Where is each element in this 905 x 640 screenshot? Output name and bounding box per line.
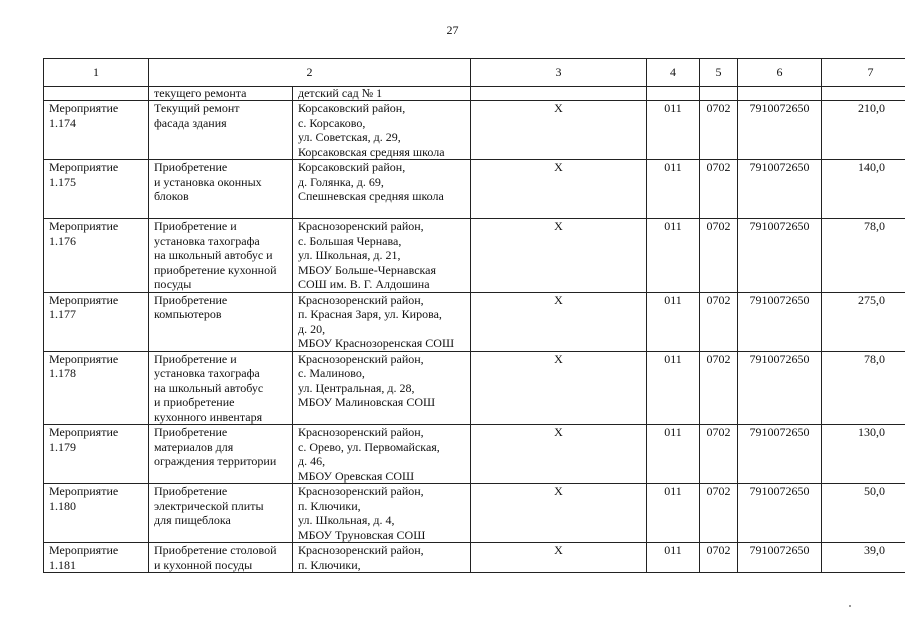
cell-id xyxy=(44,219,149,293)
cell-address-line: Спешневская средняя школа xyxy=(298,189,444,203)
cell-id xyxy=(44,292,149,351)
cell-col4: 011 xyxy=(647,351,700,425)
cell-desc-line: блоков xyxy=(154,189,189,203)
cell-id-line: 1.174 xyxy=(49,115,76,130)
cell-desc-line: фасада здания xyxy=(154,115,227,130)
cell-col7: 130,0 xyxy=(822,425,905,484)
cell-address-line: ул. Школьная, д. 21, xyxy=(298,248,401,262)
cell-address-line: Краснозоренский район, xyxy=(298,543,424,557)
cell-col7 xyxy=(822,87,905,101)
cell-address-line: д. 20, xyxy=(298,321,326,336)
cell-address-line: с. Орево, ул. Первомайская, xyxy=(298,439,440,454)
cell-col4 xyxy=(647,87,700,101)
cell-address-line: с. Корсаково, xyxy=(298,115,366,130)
cell-col4: 011 xyxy=(647,292,700,351)
cell-col3: Х xyxy=(471,425,647,484)
cell-address xyxy=(293,484,471,543)
cell-id xyxy=(44,101,149,160)
cell-col5: 0702 xyxy=(700,543,738,573)
cell-address xyxy=(293,543,471,573)
cell-address-line: ул. Школьная, д. 4, xyxy=(298,513,395,527)
cell-id-line: Мероприятие xyxy=(49,543,119,557)
header-col-7: 7 xyxy=(822,59,905,87)
cell-id-line: Мероприятие xyxy=(49,160,119,174)
cell-col6: 7910072650 xyxy=(738,351,822,425)
cell-col5: 0702 xyxy=(700,101,738,160)
cell-desc-line: установка тахографа xyxy=(154,233,260,248)
cell-desc-line: на школьный автобус xyxy=(154,380,264,395)
cell-address-line: с. Малиново, xyxy=(298,366,365,380)
cell-desc xyxy=(149,101,293,160)
table-row xyxy=(44,292,905,351)
cell-address-line: Краснозоренский район, xyxy=(298,484,424,498)
cell-col6: 7910072650 xyxy=(738,425,822,484)
cell-id-line: 1.179 xyxy=(49,439,76,454)
cell-desc-line: Приобретение xyxy=(154,484,228,498)
table-body xyxy=(44,87,905,573)
cell-id-line: 1.177 xyxy=(49,307,76,321)
cell-address xyxy=(293,425,471,484)
cell-address-line: МБОУ Краснозоренская СОШ xyxy=(298,336,455,350)
cell-col4: 011 xyxy=(647,101,700,160)
cell-desc-line: электрической плиты xyxy=(154,498,264,513)
cell-address-line: МБОУ Оревская СОШ xyxy=(298,468,415,483)
cell-col7: 275,0 xyxy=(822,292,905,351)
header-col-3: 3 xyxy=(471,59,647,87)
cell-address-line: ул. Советская, д. 29, xyxy=(298,130,401,144)
cell-id xyxy=(44,87,149,101)
cell-desc-line: на школьный автобус и xyxy=(154,248,273,262)
cell-col4: 011 xyxy=(647,425,700,484)
table-row xyxy=(44,219,905,293)
cell-address: детский сад № 1 xyxy=(293,87,471,101)
cell-id xyxy=(44,543,149,573)
cell-col5: 0702 xyxy=(700,425,738,484)
cell-col5: 0702 xyxy=(700,292,738,351)
header-col-4: 4 xyxy=(647,59,700,87)
cell-address-line: п. Красная Заря, ул. Кирова, xyxy=(298,307,442,321)
cell-col5: 0702 xyxy=(700,351,738,425)
cell-desc-line: Приобретение xyxy=(154,425,228,439)
cell-address xyxy=(293,160,471,219)
cell-id-line: 1.178 xyxy=(49,366,76,380)
cell-col3: Х xyxy=(471,543,647,573)
cell-desc-line: компьютеров xyxy=(154,307,222,321)
cell-id-line: 1.176 xyxy=(49,233,76,248)
table-row xyxy=(44,425,905,484)
cell-desc-line: установка тахографа xyxy=(154,366,260,380)
cell-col6: 7910072650 xyxy=(738,543,822,573)
header-col-1: 1 xyxy=(44,59,149,87)
cell-id xyxy=(44,351,149,425)
cell-desc-line: для пищеблока xyxy=(154,513,231,527)
table-row xyxy=(44,160,905,219)
cell-desc xyxy=(149,160,293,219)
cell-col5: 0702 xyxy=(700,484,738,543)
cell-id xyxy=(44,484,149,543)
cell-col4: 011 xyxy=(647,484,700,543)
cell-address-line: п. Ключики, xyxy=(298,498,361,513)
cell-id-line: Мероприятие xyxy=(49,351,119,366)
scan-speck xyxy=(849,605,851,607)
cell-address-line: Краснозоренский район, xyxy=(298,351,424,366)
cell-col7: 78,0 xyxy=(822,219,905,293)
cell-desc xyxy=(149,425,293,484)
cell-address xyxy=(293,219,471,293)
cell-id-line: Мероприятие xyxy=(49,425,119,439)
table-row xyxy=(44,101,905,160)
cell-address-line: Краснозоренский район, xyxy=(298,292,424,307)
cell-col7: 39,0 xyxy=(822,543,905,573)
cell-col5 xyxy=(700,87,738,101)
cell-col3: Х xyxy=(471,292,647,351)
cell-desc-line: приобретение кухонной xyxy=(154,262,277,277)
cell-col7: 140,0 xyxy=(822,160,905,219)
cell-address-line: ул. Центральная, д. 28, xyxy=(298,380,415,395)
cell-col4: 011 xyxy=(647,160,700,219)
cell-id xyxy=(44,160,149,219)
cell-desc xyxy=(149,219,293,293)
cell-desc-line: материалов для xyxy=(154,439,234,454)
cell-col3: Х xyxy=(471,101,647,160)
cell-desc-line: Приобретение и xyxy=(154,351,237,366)
cell-desc-line: посуды xyxy=(154,277,192,291)
page-number: 27 xyxy=(446,23,459,37)
cell-address-line: п. Ключики, xyxy=(298,557,361,572)
cell-address-line: д. Голянка, д. 69, xyxy=(298,174,384,189)
cell-col6: 7910072650 xyxy=(738,484,822,543)
cell-col3: Х xyxy=(471,484,647,543)
cell-id-line: 1.175 xyxy=(49,174,76,189)
cell-col6: 7910072650 xyxy=(738,292,822,351)
cell-col6: 7910072650 xyxy=(738,219,822,293)
cell-desc-line: Текущий ремонт xyxy=(154,101,240,115)
cell-col5: 0702 xyxy=(700,160,738,219)
cell-address-line: Корсаковская средняя школа xyxy=(298,144,445,159)
cell-id-line: Мероприятие xyxy=(49,219,119,233)
cell-col3: Х xyxy=(471,219,647,293)
cell-desc-line: и кухонной посуды xyxy=(154,557,253,572)
table-row xyxy=(44,543,905,573)
cell-col7: 210,0 xyxy=(822,101,905,160)
cell-desc: текущего ремонта xyxy=(149,87,293,101)
cell-col7: 78,0 xyxy=(822,351,905,425)
cell-id-line: 1.180 xyxy=(49,498,76,513)
cell-desc xyxy=(149,484,293,543)
cell-address-line: Корсаковский район, xyxy=(298,101,406,115)
cell-address-line: с. Большая Чернава, xyxy=(298,233,402,248)
cell-desc xyxy=(149,292,293,351)
cell-id-line: Мероприятие xyxy=(49,101,119,115)
cell-col4: 011 xyxy=(647,543,700,573)
cell-col3 xyxy=(471,87,647,101)
cell-address-line: Корсаковский район, xyxy=(298,160,406,174)
table-row xyxy=(44,484,905,543)
header-row xyxy=(44,59,905,87)
cell-address-line: Краснозоренский район, xyxy=(298,425,424,439)
cell-col5: 0702 xyxy=(700,219,738,293)
cell-id xyxy=(44,425,149,484)
header-col-5: 5 xyxy=(700,59,738,87)
cell-id-line: Мероприятие xyxy=(49,292,119,307)
cell-address xyxy=(293,101,471,160)
carry-over-row xyxy=(44,87,905,101)
cell-desc-line: Приобретение xyxy=(154,292,228,307)
cell-address-line: МБОУ Труновская СОШ xyxy=(298,527,426,542)
cell-address-line: МБОУ Больше-Чернавская xyxy=(298,262,437,277)
cell-address-line: д. 46, xyxy=(298,454,326,468)
cell-address-line: Краснозоренский район, xyxy=(298,219,424,233)
measures-table xyxy=(43,58,905,573)
cell-address-line: СОШ им. В. Г. Алдошина xyxy=(298,277,430,291)
cell-desc-line: кухонного инвентаря xyxy=(154,409,263,424)
cell-desc xyxy=(149,351,293,425)
header-col-2: 2 xyxy=(149,59,471,87)
cell-id-line: Мероприятие xyxy=(49,484,119,498)
cell-col7: 50,0 xyxy=(822,484,905,543)
cell-col6: 7910072650 xyxy=(738,160,822,219)
cell-col3: Х xyxy=(471,160,647,219)
cell-desc-line: и установка оконных xyxy=(154,174,262,189)
cell-col6: 7910072650 xyxy=(738,101,822,160)
cell-desc-line: ограждения территории xyxy=(154,454,277,468)
cell-desc-line: и приобретение xyxy=(154,395,235,409)
cell-address xyxy=(293,292,471,351)
cell-col3: Х xyxy=(471,351,647,425)
cell-desc xyxy=(149,543,293,573)
cell-id-line: 1.181 xyxy=(49,557,76,572)
cell-address-line: МБОУ Малиновская СОШ xyxy=(298,395,436,409)
table-row xyxy=(44,351,905,425)
cell-col6 xyxy=(738,87,822,101)
cell-address xyxy=(293,351,471,425)
cell-desc-line: Приобретение и xyxy=(154,219,237,233)
cell-desc-line: Приобретение столовой xyxy=(154,543,277,557)
cell-col4: 011 xyxy=(647,219,700,293)
cell-desc-line: Приобретение xyxy=(154,160,228,174)
header-col-6: 6 xyxy=(738,59,822,87)
